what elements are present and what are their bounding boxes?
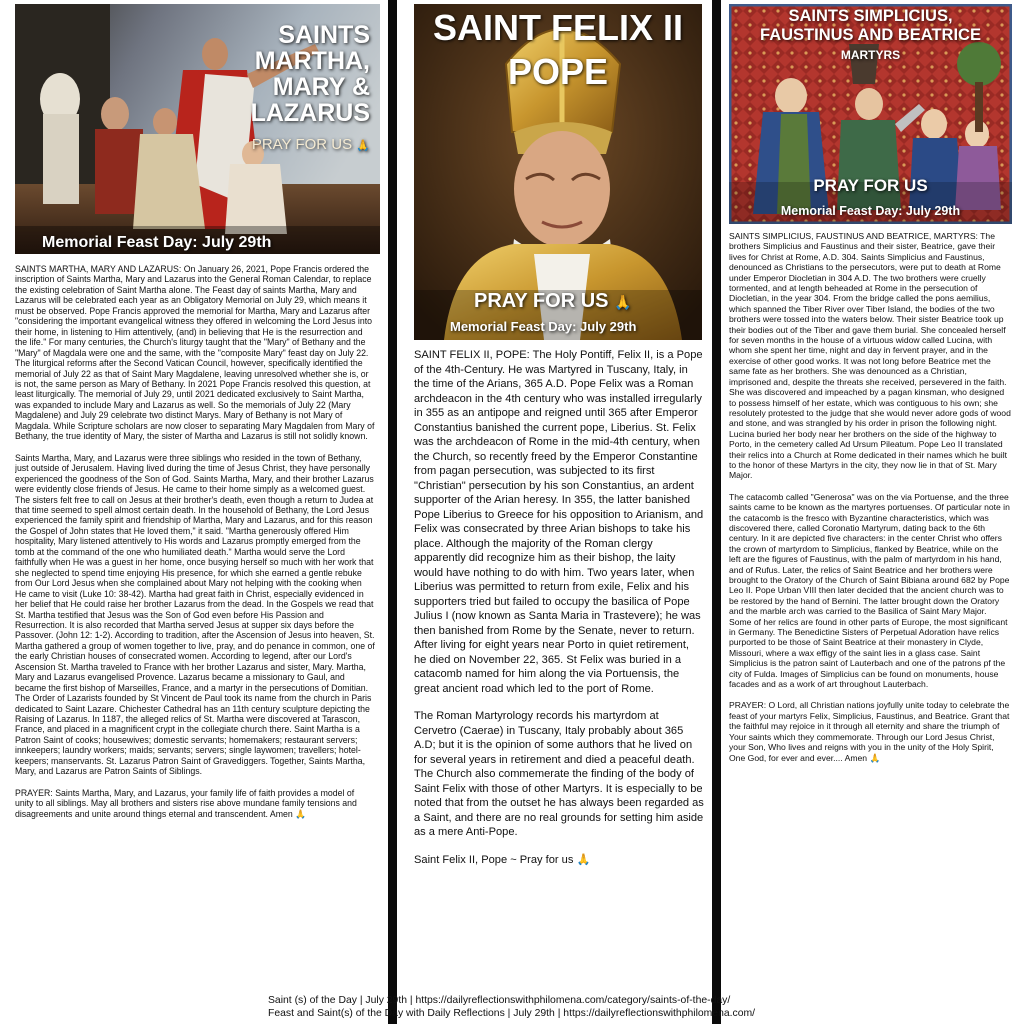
paragraph: SAINTS SIMPLICIUS, FAUSTINUS AND BEATRICE, MARTYRS: The brothers Simplicius and Faustinus and their sister, Beatrice, gave their lives for Christ at Rome, A.D. 304. Saints Simplicius and Faustinus, denounced as Christians to the persecutors, were put to death at Rome under Emperor Diocletian in 304 A.D. The two brothers were cruelly tormented, and at length beheaded at Rome in the persecution of Diocletian, in the year 304. From the bridge called the pons aemilius, which spanned the Tiber River over Tiber Island, the bodies of the two brothers were tossed into the waters below. Their sister Beatrice took up their bodies out of the Tiber and gave them burial. She concealed herself for seven months in the house of a virtuous widow called Lucina, with whom she spent her time, night and day in fervent prayer, and in the exercise of other good works. It was not long before Beatrice met the same fate as her brothers. She was denounced as a Christian, imprisoned and, despite the threats she received, persevered in the faith. She was discovered and impeached by a pagan kinsman, who designed to possess himself of her estate, which was contiguous to his own; she resolutely protested to the judge that she would never adore gods of wood and stone, and was strangled by his order in prison the following night. Lucina buried her body near her brothers on the side of the highway to Porto, in the cemetery called Ad Ursum Pileatum. Pope Leo II translated their relics into a Church at Rome dedicated in their names which he built to the honor of these Martyrs in the city, they now lie in that of St. Mary Major. [729,231,1011,481]
footer-credits [268,995,755,1020]
column-saint-felix [414,4,704,989]
footer-line: Saint (s) of the Day | July 29th | https://dailyreflectionswithphilomena.com/category/saints-of-the-day/ [268,995,731,1006]
column-separator-left [388,0,397,1024]
column-martha-mary-lazarus [15,4,380,994]
pray-for-us-text: PRAY FOR US [251,136,353,153]
feast-day-label: Memorial Feast Day: July 29th [450,319,637,334]
feast-day-label: Memorial Feast Day: July 29th [780,204,961,218]
simplicius-faustinus-beatrice-text [729,231,1011,763]
footer-line: Feast and Saint(s) of the Day with Daily Reflections | July 29th | https://dailyreflectionswithphilomena.com/ [268,1007,756,1019]
image-title-line: MARY & [272,73,370,101]
saints-martha-mary-lazarus-image [15,4,380,254]
image-title-line: SAINTS [278,21,370,49]
saints-simplicius-faustinus-beatrice-image [729,4,1012,224]
paragraph: The catacomb called "Generosa" was on the via Portuense, and the three saints came to be known as the martyres portuenses. Of particular note in the catacomb is the fresco with Byzantine characteristics, which was discovered there, called Coronatio Martyrum, dating back to the 6th century. In it are depicted five characters: in the center Christ who offers the crown of martyrdom to Simplicius, flanked by Beatrice, while on the left are the figures of Faustinus, with the palm of martyrdom in his hand, and of Rufus. Later, the relics of Saint Beatrice and her brothers were brought to the Oratory of the Church of Saint Bibiana around 682 by Pope Leo II. Pope Urban VIII then later decided that the ancient church was to be restored by the hand of Bernini. The latter brought down the Oratory and the marble arch was carried to the Basilica of Saint Mary Major. Some of her relics are found in other parts of Europe, the most significant in Germany. The Benedictine Sisters of Perpetual Adoration have relics purported to be those of Saint Beatrice at their monastery in Clyde, Missouri, where a wax effigy of the saint lies in a glass case. Saint Simplicius is the patron saint of Lauterbach and one of the patrons pf the city of Fulda. Images of Simplicius can be found on monuments, house facades and as a work of art throughout Lauterbach. [729,491,1010,690]
image-title-line: POPE [507,51,609,92]
prayer-hands-icon: 🙏 [356,140,370,152]
image-subtitle: MARTYRS [840,48,901,62]
column-separator-right [712,0,721,1024]
pray-for-us-label: PRAY FOR US [813,176,928,195]
paragraph: Saint Felix II, Pope ~ Pray for us 🙏 [414,853,591,866]
pray-for-us-label [474,290,631,313]
image-title-line: SAINT FELIX II [432,7,683,48]
column-simplicius-faustinus-beatrice [729,4,1012,979]
paragraph: The Roman Martyrology records his martyrdom at Cervetro (Caerae) in Tuscany, Italy probably about 365 A.D; but it is the opinion of some authors that he lived on for several years in retirement and died a peaceful death. The Church also commemerate the finding of the body of Saint Felix with those of other Martyrs. It is especially to be noted that from the outset he has always been regarded as a Saint, and there are no real grounds for setting him aside as a mere Anti-Pope. [414,710,704,838]
image-title [251,22,370,126]
pray-for-us-label [252,136,370,153]
image-title [414,6,702,94]
paragraph: SAINT FELIX II, POPE: The Holy Pontiff, Felix II, is a Pope of the 4th-Century. He was Martyred in Tuscany, Italy, in the time of the Arians, 365 A.D. Pope Felix was a Roman archdeacon in the 4th century who was installed irregularly in 355 as an antipope and reigned until 365 after Emperor Constantius banished the current pope, Liberius. St. Felix was the archdeacon of Rome in the mid-4th century, when the Church, so recently freed by the Emperor Constantine from pagan persecution, was subjected to its first "Christian" persecution by his son Constantius, an ardent supporter of the Arian heresy. In 355, the latter banished Pope Liberius to Greece for his opposition to Arianism, and Felix was consecrated by three Arian bishops to take his place. Although the majority of the Roman clergy apparently did recognize him as their bishop, the laity would have nothing to do with him. Two years later, when Liberius was permitted to return from exile, Felix and his supporters tried but failed to occupy the basilica of Pope Julius I (now known as Santa Maria in Trastevere); he was then banished from Rome by the Senate, never to return. After living for eight years near Porto in quiet retirement, he died on November 22, 365. St Felix was buried in a catacomb named for him along the via Portuensis, the great ancient road which led to the port of Rome. [414,349,704,695]
paragraph: PRAYER: Saints Martha, Mary, and Lazarus, your family life of faith provides a model of unity to all siblings. May all brothers and sisters rise above mundane family tensions and disagreements and unite around things eternal and transcendent. Amen 🙏 [15,787,357,819]
pray-for-us-text: PRAY FOR US [474,290,609,312]
saint-felix-text [414,348,704,867]
image-title-line: MARTHA, [254,47,370,75]
feast-day-label: Memorial Feast Day: July 29th [42,234,272,251]
saint-felix-image [414,4,702,340]
paragraph: SAINTS MARTHA, MARY AND LAZARUS: On January 26, 2021, Pope Francis ordered the inscription of Saints Martha, Mary and Lazarus into the General Roman Calendar, to replace the existing celebration of Saint Martha alone. The Feast day of saints Martha, Mary and Lazarus will be celebrated each year as an Obligatory Memorial on July 29, which means it must be observed. Pope Francis approved the memorial for Martha, Mary and Lazarus after "considering the important evangelical witness they offered in welcoming the Lord Jesus into their home, in listening to Him attentively, (and) in believing that He is the resurrection and the life." For many centuries, the Church's liturgy taught that the "Mary" of Bethany and the "Mary" of Magdala were one and the same, with the "composite Mary" feast day on July 22. The liturgical reforms after the Second Vatican Council, however, specifically identified the memorial of July 22 as that of Saint Mary Magdalene, leaving unresolved whether she is, or is not, the same person as Mary of Bethany. In 2021 Pope Francis resolved this question, at least liturgically. The memorial of July 29, until 2021 dedicated exclusively to Saint Martha, was expanded to include Mary and Lazarus as well. So the memorials of July 22 (Mary Magdalene) and July 29 celebrate two distinct Marys. Mary of Bethany is not Mary of Magdala. While Scripture scholars are now closer to separating Mary Magdalen from Mary of Bethany, the true identity of Mary, the sister of Martha and Lazarus is still not solidly known. [15,264,375,442]
image-title-line: FAUSTINUS AND BEATRICE [760,26,981,44]
paragraph: Saints Martha, Mary, and Lazarus were three siblings who resided in the town of Bethany, just outside of Jerusalem. Having lived during the time of Jesus Christ, they have personally experienced the goodness of the Son of God. Saints Martha, Mary, and their brother Lazarus were evidently close friends of Jesus. He came to their home simply as a welcomed guest. The sisters felt free to call on Jesus at their brother's death, even though a return to Judea at that time seemed to spell almost certain death. In the household of Bethany, the Lord Jesus experienced the family spirit and friendship of Martha, Mary and Lazarus, and for this reason the Gospel of John states that He loved them," it said. "Martha generously offered Him hospitality, Mary listened attentively to His words and Lazarus promptly emerged from the tomb at the command of the one who humiliated death." Martha would serve the Lord faithfully when He was a guest in her home, once busying herself so much with her work that she neglected to spend time enjoying His presence, for which she earned a gentle rebuke from Our Lord Jesus when she complained about Mary not helping with the cooking when He came to visit (Luke 10: 38-42). Martha had great faith in Christ, especially evidenced in her belief that He could raise her brother Lazarus from the dead. In the Gospels we read that St. Martha testified that Jesus was the Son of God even before His Passion and Resurrection. It is also recorded that Martha served Jesus at supper six days before the Passover. (John 12: 1-2). According to tradition, after the Ascension of Jesus into heaven, St. Martha gathered a group of women together to live, pray, and do penance in common, one of the early Christian houses of consecrated women. According to legend, after our Lord's Ascension St. Martha traveled to France with her brother Lazarus and sister, Mary. Martha, Mary and Lazarus evangelised Provence. Lazarus became a missionary to Gaul, and became the first bishop of Marseilles, France, and a martyr in the persecutions of Domitian. The Order of Lazarists founded by St Vincent de Paul took its name from the church in Paris dedicated to Saint Lazare. Chichester Cathedral has an 11th century sculpture depicting the Raising of Lazarus. In 1187, the alleged relics of St. Martha were discovered at Tarascon, France, and placed in a magnificent crypt in the collegiate church there. Saint Martha is a Patron Saint of cooks; housewives; domestic servants; homemakers; restaurant servers; innkeepers; laundry workers; maids; servants; servers; single laywomen; travellers; hotel-keepers; manservants. St. Lazarus Patron Saint of Gravediggers. Together, Saints Martha, Mary, and Lazarus are Patron Saints of Siblings. [15,452,375,777]
martha-mary-lazarus-text [15,264,375,819]
prayer-hands-icon: 🙏 [614,294,632,310]
image-title-line: LAZARUS [250,99,370,127]
paragraph: PRAYER: O Lord, all Christian nations joyfully unite today to celebrate the feast of your martyrs Felix, Simplicius, Faustinus, and Beatrice. Grant that the faithful may rejoice in it through all eternity and share the triumph of Your saints which they commemorate. Through our Lord Jesus Christ, your Son, Who lives and reigns with you in the unity of the Holy Spirit, One God, for ever and ever.... Amen 🙏 [729,700,1010,763]
image-title [729,7,1012,45]
image-title-line: SAINTS SIMPLICIUS, [788,7,953,25]
